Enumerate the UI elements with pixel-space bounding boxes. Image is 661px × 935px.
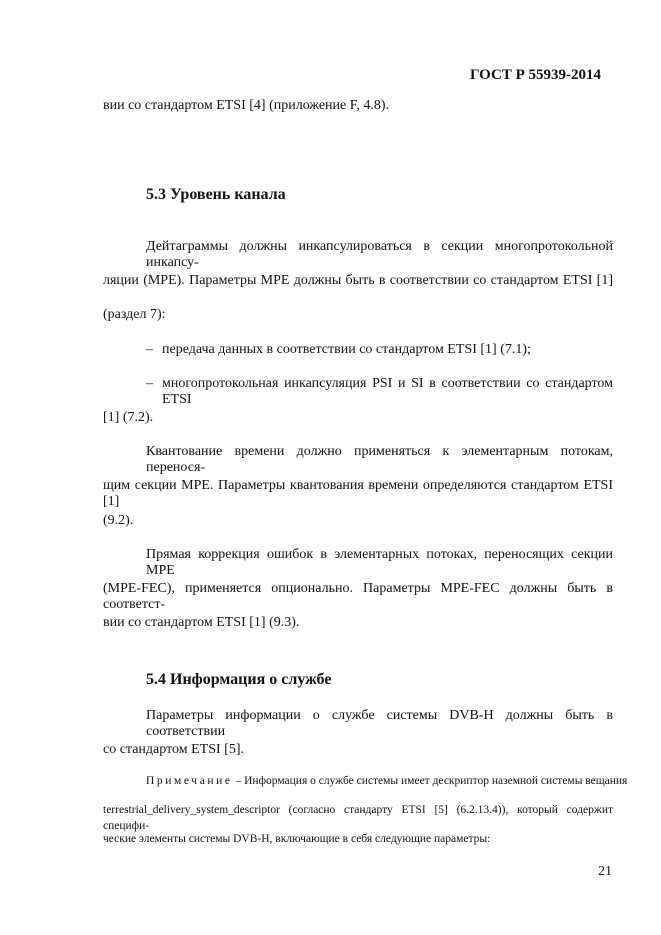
paragraph-line: вии со стандартом ETSI [1] (9.3). <box>103 615 300 630</box>
paragraph-line: со стандартом ETSI [5]. <box>103 742 244 757</box>
note-text: Информация о службе системы имеет дескриптор наземной системы вещания <box>244 775 628 787</box>
note-first-line <box>146 773 627 789</box>
paragraph-line: (9.2). <box>103 513 134 528</box>
section-heading-5-3: 5.3 Уровень канала <box>146 186 286 203</box>
list-marker: – <box>146 376 153 391</box>
paragraph-line: ляции (MPE). Параметры MPE должны быть в соответствии со стандартом ETSI [1] <box>103 273 613 288</box>
note-line: terrestrial_delivery_system_descriptor (согласно стандарту ETSI [5] (6.2.13.4)), который содержит специфи- <box>103 804 613 832</box>
list-item-continuation: [1] (7.2). <box>103 410 154 425</box>
section-heading-5-4: 5.4 Информация о службе <box>146 671 332 688</box>
note-dash: – <box>232 775 245 787</box>
paragraph-line: Прямая коррекция ошибок в элементарных потоках, переносящих секции MPE <box>146 547 613 578</box>
list-marker: – <box>146 342 153 357</box>
paragraph-line: (MPE-FEC), применяется опционально. Параметры MPE-FEC должны быть в соответст- <box>103 581 613 612</box>
document-id: ГОСТ Р 55939-2014 <box>470 67 602 83</box>
note-line: ческие элементы системы DVB-H, включающие в себя следующие параметры: <box>103 833 491 845</box>
list-item: передача данных в соответствии со стандартом ETSI [1] (7.1); <box>162 342 531 357</box>
list-item: многопротокольная инкапсуляция PSI и SI в соответствии со стандартом ETSI <box>162 376 613 407</box>
page-number: 21 <box>598 864 612 879</box>
continuation-line: вии со стандартом ETSI [4] (приложение F, 4.8). <box>103 98 390 113</box>
paragraph-line: (раздел 7): <box>103 307 166 322</box>
paragraph-line: Дейтаграммы должны инкапсулироваться в секции многопротокольной инкапсу- <box>146 239 613 270</box>
note-label: Примечание <box>146 775 233 787</box>
paragraph-line: Квантование времени должно применяться к элементарным потокам, перенося- <box>146 444 613 475</box>
paragraph-line: щим секции MPE. Параметры квантования времени определяются стандартом ETSI [1] <box>103 478 613 509</box>
paragraph-line: Параметры информации о службе системы DVB-H должны быть в соответствии <box>146 708 613 739</box>
